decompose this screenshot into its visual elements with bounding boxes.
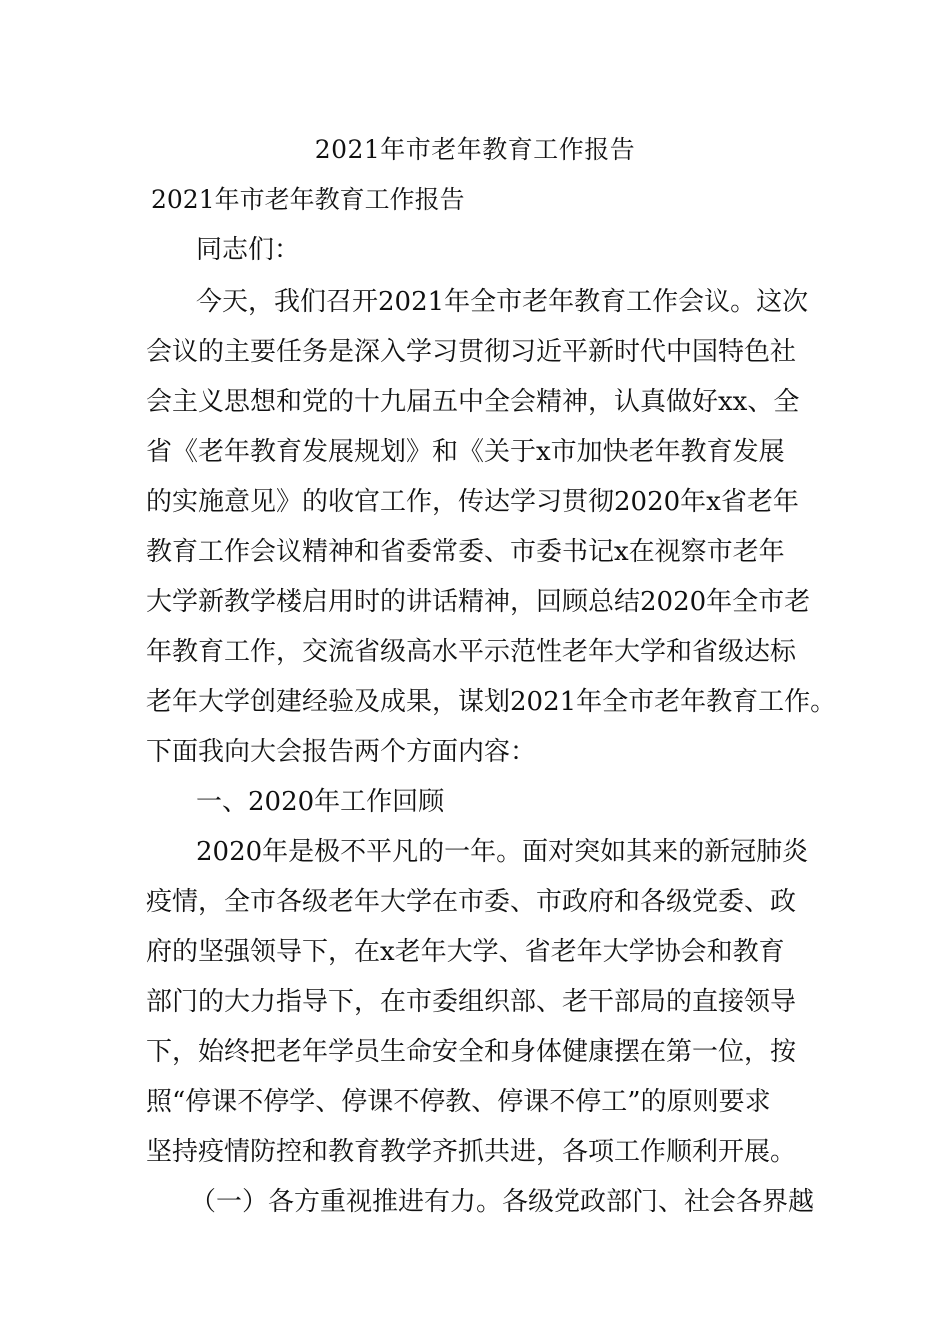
paragraph-line: 部门的大力指导下，在市委组织部、老干部局的直接领导	[146, 987, 797, 1017]
paragraph-line: 今天，我们召开2021年全市老年教育工作会议。这次	[196, 287, 809, 317]
paragraph-line: 教育工作会议精神和省委常委、市委书记x在视察市老年	[146, 537, 785, 567]
subsection-line: （一）各方重视推进有力。各级党政部门、社会各界越	[190, 1187, 815, 1217]
paragraph-line: 坚持疫情防控和教育教学齐抓共进，各项工作顺利开展。	[146, 1137, 797, 1167]
paragraph-line: 下，始终把老年学员生命安全和身体健康摆在第一位，按	[146, 1037, 797, 1067]
paragraph-line: 会议的主要任务是深入学习贯彻习近平新时代中国特色社	[146, 337, 797, 367]
paragraph-line: 下面我向大会报告两个方面内容：	[146, 737, 537, 767]
document-title: 2021年市老年教育工作报告	[314, 135, 636, 164]
salutation: 同志们：	[196, 235, 301, 265]
paragraph-line: 照“停课不停学、停课不停教、停课不停工”的原则要求	[146, 1087, 771, 1117]
paragraph-line: 疫情，全市各级老年大学在市委、市政府和各级党委、政	[146, 887, 797, 917]
document-subtitle: 2021年市老年教育工作报告	[151, 185, 465, 214]
section-heading: 一、2020年工作回顾	[196, 787, 445, 817]
paragraph-line: 会主义思想和党的十九届五中全会精神，认真做好xx、全	[146, 387, 800, 417]
paragraph-line: 省《老年教育发展规划》和《关于x市加快老年教育发展	[146, 437, 785, 467]
paragraph-line: 2020年是极不平凡的一年。面对突如其来的新冠肺炎	[196, 837, 809, 867]
paragraph-line: 的实施意见》的收官工作，传达学习贯彻2020年x省老年	[146, 487, 799, 517]
paragraph-line: 年教育工作，交流省级高水平示范性老年大学和省级达标	[146, 637, 797, 667]
paragraph-line: 府的坚强领导下，在x老年大学、省老年大学协会和教育	[146, 937, 785, 967]
paragraph-line: 大学新教学楼启用时的讲话精神，回顾总结2020年全市老	[146, 587, 811, 617]
paragraph-line: 老年大学创建经验及成果，谋划2021年全市老年教育工作。	[146, 687, 837, 717]
